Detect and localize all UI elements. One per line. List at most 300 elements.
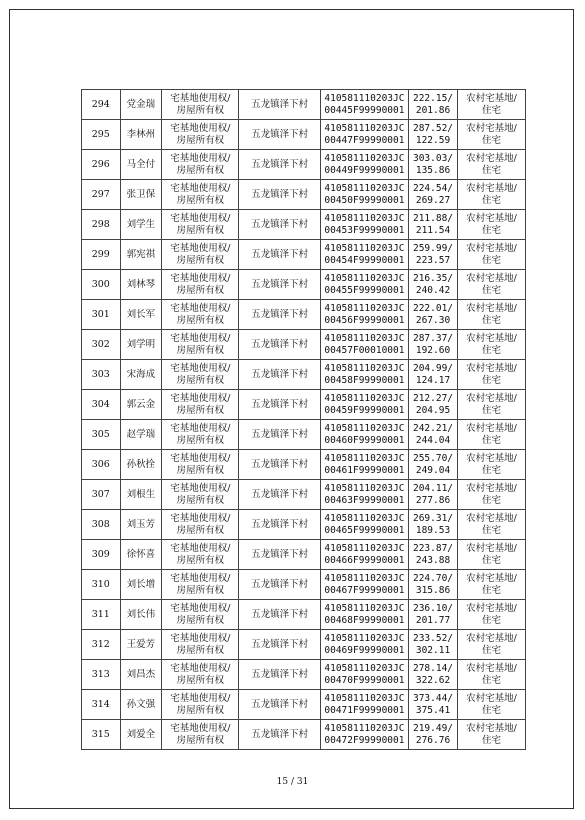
- right-type-line-2: 房屋所有权: [176, 704, 225, 716]
- location: [239, 510, 320, 540]
- right-type-line-2: 房屋所有权: [176, 374, 225, 386]
- row-number-line-1: 313: [91, 668, 110, 680]
- holder-name-line-1: 刘昌杰: [126, 668, 156, 680]
- parcel-code-line-1: 410581110203JC: [324, 482, 405, 494]
- area-values: [409, 150, 458, 180]
- area-values-line-2: 269.27: [415, 194, 451, 206]
- right-type-line-1: 宅基地使用权/: [170, 722, 231, 734]
- location: [239, 720, 320, 750]
- table-row: [82, 150, 526, 180]
- right-type: [162, 240, 239, 270]
- land-use-line-2: 住宅: [481, 104, 501, 116]
- holder-name-line-1: 党金瑞: [126, 98, 156, 110]
- land-use: [457, 360, 525, 390]
- area-values-line-2: 192.60: [415, 344, 451, 356]
- land-use-line-1: 农村宅基地/: [466, 602, 517, 614]
- right-type: [162, 720, 239, 750]
- right-type-line-1: 宅基地使用权/: [170, 92, 231, 104]
- area-values-line-2: 267.30: [415, 314, 451, 326]
- right-type-line-1: 宅基地使用权/: [170, 632, 231, 644]
- parcel-code: [320, 630, 408, 660]
- holder-name-line-1: 孙秋拴: [126, 458, 156, 470]
- location: [239, 450, 320, 480]
- right-type: [162, 600, 239, 630]
- area-values-line-1: 242.21/: [412, 422, 454, 434]
- parcel-code-line-2: 00470F99990001: [324, 674, 405, 686]
- area-values-line-1: 259.99/: [412, 242, 454, 254]
- area-values: [409, 360, 458, 390]
- location: [239, 420, 320, 450]
- right-type: [162, 360, 239, 390]
- right-type-line-2: 房屋所有权: [176, 404, 225, 416]
- parcel-code: [320, 450, 408, 480]
- location: [239, 150, 320, 180]
- area-values: [409, 300, 458, 330]
- parcel-code-line-2: 00465F99990001: [324, 524, 405, 536]
- parcel-code-line-2: 00467F99990001: [324, 584, 405, 596]
- table-row: [82, 660, 526, 690]
- parcel-code-line-1: 410581110203JC: [324, 242, 405, 254]
- right-type-line-1: 宅基地使用权/: [170, 182, 231, 194]
- area-values-line-2: 223.57: [415, 254, 451, 266]
- location-line-1: 五龙镇泽下村: [251, 338, 309, 350]
- table-row: [82, 90, 526, 120]
- area-values-line-1: 223.87/: [412, 542, 454, 554]
- land-use-line-2: 住宅: [481, 584, 501, 596]
- holder-name: [120, 690, 162, 720]
- row-number-line-1: 298: [91, 218, 110, 230]
- parcel-code-line-2: 00456F99990001: [324, 314, 405, 326]
- land-use-line-2: 住宅: [481, 164, 501, 176]
- right-type: [162, 540, 239, 570]
- right-type: [162, 420, 239, 450]
- location-line-1: 五龙镇泽下村: [251, 488, 309, 500]
- parcel-code-line-2: 00460F99990001: [324, 434, 405, 446]
- land-use-line-2: 住宅: [481, 614, 501, 626]
- holder-name: [120, 360, 162, 390]
- parcel-code-line-1: 410581110203JC: [324, 302, 405, 314]
- area-values-line-1: 212.27/: [412, 392, 454, 404]
- right-type-line-1: 宅基地使用权/: [170, 332, 231, 344]
- parcel-code-line-2: 00447F99990001: [324, 134, 405, 146]
- land-use-line-1: 农村宅基地/: [466, 182, 517, 194]
- holder-name: [120, 480, 162, 510]
- parcel-code-line-2: 00461F99990001: [324, 464, 405, 476]
- row-number: [82, 660, 121, 690]
- row-number: [82, 570, 121, 600]
- parcel-code-line-2: 00469F99990001: [324, 644, 405, 656]
- holder-name: [120, 330, 162, 360]
- right-type-line-2: 房屋所有权: [176, 314, 225, 326]
- land-use-line-2: 住宅: [481, 344, 501, 356]
- row-number: [82, 150, 121, 180]
- area-values-line-1: 287.52/: [412, 122, 454, 134]
- parcel-code-line-1: 410581110203JC: [324, 122, 405, 134]
- land-use-line-2: 住宅: [481, 404, 501, 416]
- holder-name: [120, 660, 162, 690]
- right-type-line-1: 宅基地使用权/: [170, 152, 231, 164]
- table-row: [82, 510, 526, 540]
- holder-name: [120, 630, 162, 660]
- parcel-code-line-1: 410581110203JC: [324, 512, 405, 524]
- parcel-code-line-1: 410581110203JC: [324, 452, 405, 464]
- land-use-line-1: 农村宅基地/: [466, 512, 517, 524]
- area-values-line-1: 219.49/: [412, 722, 454, 734]
- parcel-code-line-2: 00463F99990001: [324, 494, 405, 506]
- area-values-line-2: 315.86: [415, 584, 451, 596]
- registry-table-body: [82, 90, 526, 750]
- location-line-1: 五龙镇泽下村: [251, 548, 309, 560]
- area-values-line-1: 204.99/: [412, 362, 454, 374]
- parcel-code: [320, 240, 408, 270]
- parcel-code-line-1: 410581110203JC: [324, 692, 405, 704]
- right-type: [162, 330, 239, 360]
- area-values-line-2: 189.53: [415, 524, 451, 536]
- location: [239, 210, 320, 240]
- location-line-1: 五龙镇泽下村: [251, 308, 309, 320]
- row-number-line-1: 303: [91, 368, 110, 380]
- parcel-code-line-2: 00459F99990001: [324, 404, 405, 416]
- right-type-line-1: 宅基地使用权/: [170, 302, 231, 314]
- area-values: [409, 480, 458, 510]
- land-use: [457, 570, 525, 600]
- table-row: [82, 720, 526, 750]
- right-type-line-1: 宅基地使用权/: [170, 422, 231, 434]
- right-type: [162, 300, 239, 330]
- right-type-line-2: 房屋所有权: [176, 194, 225, 206]
- land-use: [457, 660, 525, 690]
- holder-name: [120, 510, 162, 540]
- table-row: [82, 600, 526, 630]
- right-type: [162, 570, 239, 600]
- table-row: [82, 420, 526, 450]
- holder-name: [120, 180, 162, 210]
- row-number-line-1: 304: [91, 398, 110, 410]
- right-type-line-2: 房屋所有权: [176, 104, 225, 116]
- parcel-code-line-1: 410581110203JC: [324, 632, 405, 644]
- holder-name: [120, 420, 162, 450]
- holder-name-line-1: 郭云金: [126, 398, 156, 410]
- location-line-1: 五龙镇泽下村: [251, 278, 309, 290]
- parcel-code: [320, 90, 408, 120]
- land-use-line-1: 农村宅基地/: [466, 362, 517, 374]
- table-row: [82, 540, 526, 570]
- area-values-line-1: 255.70/: [412, 452, 454, 464]
- land-use-line-2: 住宅: [481, 314, 501, 326]
- holder-name: [120, 300, 162, 330]
- area-values: [409, 90, 458, 120]
- area-values-line-2: 240.42: [415, 284, 451, 296]
- area-values-line-1: 269.31/: [412, 512, 454, 524]
- right-type-line-1: 宅基地使用权/: [170, 602, 231, 614]
- row-number: [82, 420, 121, 450]
- area-values: [409, 540, 458, 570]
- land-use: [457, 420, 525, 450]
- land-use-line-2: 住宅: [481, 134, 501, 146]
- land-use-line-2: 住宅: [481, 734, 501, 746]
- row-number: [82, 540, 121, 570]
- right-type: [162, 510, 239, 540]
- table-row: [82, 210, 526, 240]
- land-use-line-2: 住宅: [481, 464, 501, 476]
- row-number-line-1: 308: [91, 518, 110, 530]
- parcel-code-line-2: 00453F99990001: [324, 224, 405, 236]
- right-type-line-2: 房屋所有权: [176, 164, 225, 176]
- parcel-code-line-2: 00455F99990001: [324, 284, 405, 296]
- table-row: [82, 360, 526, 390]
- land-use-line-2: 住宅: [481, 524, 501, 536]
- parcel-code-line-2: 00445F99990001: [324, 104, 405, 116]
- table-row: [82, 300, 526, 330]
- land-use-line-2: 住宅: [481, 644, 501, 656]
- area-values: [409, 450, 458, 480]
- location: [239, 180, 320, 210]
- location: [239, 330, 320, 360]
- right-type: [162, 450, 239, 480]
- parcel-code-line-2: 00466F99990001: [324, 554, 405, 566]
- right-type: [162, 690, 239, 720]
- area-values-line-1: 204.11/: [412, 482, 454, 494]
- location-line-1: 五龙镇泽下村: [251, 158, 309, 170]
- right-type-line-1: 宅基地使用权/: [170, 662, 231, 674]
- holder-name: [120, 390, 162, 420]
- land-use-line-1: 农村宅基地/: [466, 302, 517, 314]
- land-use: [457, 480, 525, 510]
- holder-name-line-1: 刘长伟: [126, 608, 156, 620]
- parcel-code-line-2: 00471F99990001: [324, 704, 405, 716]
- right-type-line-2: 房屋所有权: [176, 254, 225, 266]
- parcel-code: [320, 390, 408, 420]
- land-use: [457, 300, 525, 330]
- right-type-line-1: 宅基地使用权/: [170, 392, 231, 404]
- row-number: [82, 180, 121, 210]
- land-use-line-1: 农村宅基地/: [466, 422, 517, 434]
- parcel-code: [320, 420, 408, 450]
- holder-name-line-1: 王爱芳: [126, 638, 156, 650]
- area-values-line-2: 204.95: [415, 404, 451, 416]
- parcel-code-line-1: 410581110203JC: [324, 332, 405, 344]
- location-line-1: 五龙镇泽下村: [251, 698, 309, 710]
- row-number: [82, 240, 121, 270]
- holder-name: [120, 150, 162, 180]
- holder-name-line-1: 刘爱全: [126, 728, 156, 740]
- location-line-1: 五龙镇泽下村: [251, 98, 309, 110]
- parcel-code-line-2: 00458F99990001: [324, 374, 405, 386]
- right-type-line-2: 房屋所有权: [176, 134, 225, 146]
- parcel-code: [320, 270, 408, 300]
- row-number-line-1: 315: [91, 728, 110, 740]
- row-number-line-1: 297: [91, 188, 110, 200]
- right-type: [162, 120, 239, 150]
- right-type: [162, 90, 239, 120]
- area-values: [409, 690, 458, 720]
- holder-name-line-1: 徐怀喜: [126, 548, 156, 560]
- holder-name-line-1: 郭宪祺: [126, 248, 156, 260]
- location: [239, 390, 320, 420]
- page-number: 15 / 31: [276, 777, 309, 787]
- right-type-line-2: 房屋所有权: [176, 284, 225, 296]
- parcel-code: [320, 570, 408, 600]
- parcel-code: [320, 300, 408, 330]
- parcel-code-line-2: 00449F99990001: [324, 164, 405, 176]
- parcel-code: [320, 150, 408, 180]
- area-values-line-2: 249.04: [415, 464, 451, 476]
- land-use-line-1: 农村宅基地/: [466, 632, 517, 644]
- land-use: [457, 720, 525, 750]
- table-row: [82, 120, 526, 150]
- right-type-line-2: 房屋所有权: [176, 434, 225, 446]
- location-line-1: 五龙镇泽下村: [251, 518, 309, 530]
- parcel-code: [320, 600, 408, 630]
- area-values-line-1: 216.35/: [412, 272, 454, 284]
- parcel-code: [320, 480, 408, 510]
- area-values-line-1: 236.10/: [412, 602, 454, 614]
- area-values-line-2: 124.17: [415, 374, 451, 386]
- right-type-line-1: 宅基地使用权/: [170, 482, 231, 494]
- parcel-code: [320, 360, 408, 390]
- location-line-1: 五龙镇泽下村: [251, 638, 309, 650]
- location-line-1: 五龙镇泽下村: [251, 668, 309, 680]
- row-number-line-1: 306: [91, 458, 110, 470]
- row-number-line-1: 295: [91, 128, 110, 140]
- right-type: [162, 630, 239, 660]
- holder-name: [120, 270, 162, 300]
- area-values-line-2: 375.41: [415, 704, 451, 716]
- location: [239, 660, 320, 690]
- right-type: [162, 210, 239, 240]
- right-type-line-2: 房屋所有权: [176, 644, 225, 656]
- table-row: [82, 390, 526, 420]
- right-type-line-1: 宅基地使用权/: [170, 242, 231, 254]
- area-values-line-2: 201.86: [415, 104, 451, 116]
- row-number-line-1: 311: [91, 608, 110, 620]
- location-line-1: 五龙镇泽下村: [251, 608, 309, 620]
- area-values: [409, 570, 458, 600]
- location-line-1: 五龙镇泽下村: [251, 428, 309, 440]
- row-number: [82, 480, 121, 510]
- area-values-line-1: 222.01/: [412, 302, 454, 314]
- right-type-line-1: 宅基地使用权/: [170, 212, 231, 224]
- location-line-1: 五龙镇泽下村: [251, 218, 309, 230]
- area-values-line-2: 122.59: [415, 134, 451, 146]
- row-number-line-1: 302: [91, 338, 110, 350]
- holder-name-line-1: 孙文强: [126, 698, 156, 710]
- holder-name-line-1: 赵学瑞: [126, 428, 156, 440]
- area-values-line-2: 302.11: [415, 644, 451, 656]
- parcel-code-line-1: 410581110203JC: [324, 662, 405, 674]
- table-row: [82, 570, 526, 600]
- land-use: [457, 120, 525, 150]
- land-use: [457, 690, 525, 720]
- holder-name-line-1: 刘林琴: [126, 278, 156, 290]
- location-line-1: 五龙镇泽下村: [251, 398, 309, 410]
- land-use-line-1: 农村宅基地/: [466, 92, 517, 104]
- holder-name: [120, 450, 162, 480]
- land-use-line-2: 住宅: [481, 704, 501, 716]
- location: [239, 570, 320, 600]
- row-number: [82, 270, 121, 300]
- row-number-line-1: 301: [91, 308, 110, 320]
- right-type-line-2: 房屋所有权: [176, 224, 225, 236]
- table-row: [82, 450, 526, 480]
- area-values: [409, 630, 458, 660]
- holder-name-line-1: 马全付: [126, 158, 156, 170]
- table-row: [82, 690, 526, 720]
- parcel-code-line-1: 410581110203JC: [324, 722, 405, 734]
- row-number: [82, 210, 121, 240]
- land-use-line-2: 住宅: [481, 494, 501, 506]
- row-number-line-1: 309: [91, 548, 110, 560]
- location: [239, 360, 320, 390]
- land-use: [457, 150, 525, 180]
- area-values-line-1: 224.54/: [412, 182, 454, 194]
- location-line-1: 五龙镇泽下村: [251, 458, 309, 470]
- right-type-line-1: 宅基地使用权/: [170, 542, 231, 554]
- area-values-line-2: 135.86: [415, 164, 451, 176]
- area-values: [409, 330, 458, 360]
- land-use: [457, 330, 525, 360]
- location: [239, 540, 320, 570]
- land-use-line-2: 住宅: [481, 224, 501, 236]
- row-number: [82, 630, 121, 660]
- area-values: [409, 600, 458, 630]
- area-values-line-1: 303.03/: [412, 152, 454, 164]
- land-use: [457, 630, 525, 660]
- right-type-line-2: 房屋所有权: [176, 344, 225, 356]
- land-use: [457, 240, 525, 270]
- location-line-1: 五龙镇泽下村: [251, 728, 309, 740]
- parcel-code: [320, 540, 408, 570]
- right-type-line-2: 房屋所有权: [176, 734, 225, 746]
- right-type-line-2: 房屋所有权: [176, 524, 225, 536]
- location: [239, 480, 320, 510]
- parcel-code-line-1: 410581110203JC: [324, 362, 405, 374]
- right-type-line-1: 宅基地使用权/: [170, 122, 231, 134]
- land-use-line-1: 农村宅基地/: [466, 152, 517, 164]
- parcel-code: [320, 720, 408, 750]
- parcel-code-line-1: 410581110203JC: [324, 572, 405, 584]
- land-use-line-1: 农村宅基地/: [466, 482, 517, 494]
- parcel-code-line-1: 410581110203JC: [324, 182, 405, 194]
- land-use-line-1: 农村宅基地/: [466, 572, 517, 584]
- right-type-line-1: 宅基地使用权/: [170, 452, 231, 464]
- parcel-code-line-1: 410581110203JC: [324, 272, 405, 284]
- parcel-code: [320, 180, 408, 210]
- right-type: [162, 390, 239, 420]
- parcel-code: [320, 690, 408, 720]
- land-use-line-1: 农村宅基地/: [466, 272, 517, 284]
- area-values: [409, 270, 458, 300]
- land-use: [457, 540, 525, 570]
- land-use: [457, 390, 525, 420]
- parcel-code: [320, 120, 408, 150]
- parcel-code-line-1: 410581110203JC: [324, 392, 405, 404]
- location: [239, 270, 320, 300]
- right-type-line-2: 房屋所有权: [176, 614, 225, 626]
- holder-name: [120, 540, 162, 570]
- parcel-code-line-2: 00468F99990001: [324, 614, 405, 626]
- land-use: [457, 450, 525, 480]
- row-number: [82, 90, 121, 120]
- row-number-line-1: 314: [91, 698, 110, 710]
- area-values: [409, 210, 458, 240]
- land-use: [457, 510, 525, 540]
- area-values-line-1: 222.15/: [412, 92, 454, 104]
- location-line-1: 五龙镇泽下村: [251, 368, 309, 380]
- row-number-line-1: 294: [91, 98, 110, 110]
- registry-table: [81, 89, 526, 750]
- location: [239, 630, 320, 660]
